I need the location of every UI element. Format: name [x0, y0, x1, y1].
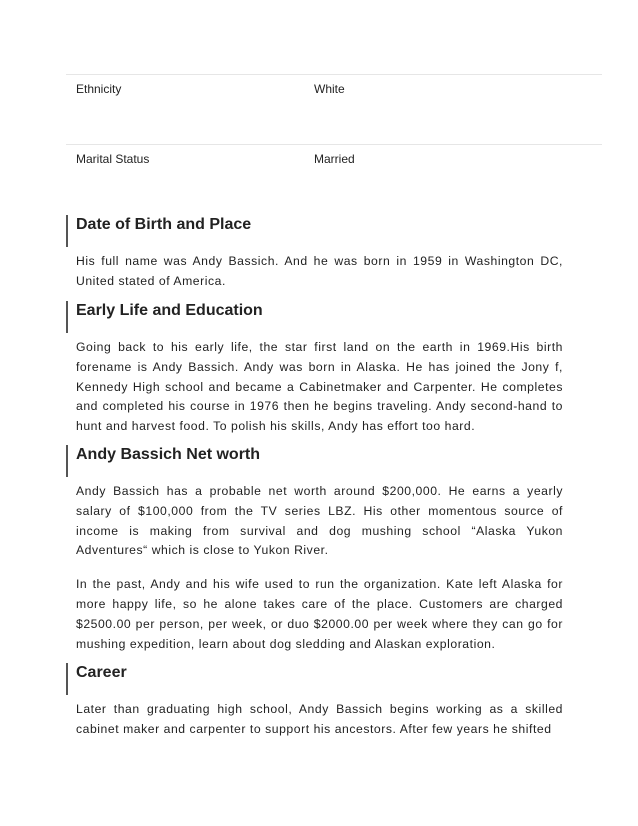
heading-accent-bar: [66, 215, 68, 247]
section-birth: [66, 215, 563, 292]
ethnicity-label: Ethnicity: [76, 82, 122, 96]
section-net-worth: [66, 445, 563, 654]
heading-accent-bar: [66, 663, 68, 695]
section-heading: [66, 445, 563, 465]
table-top-rule: [66, 74, 602, 75]
heading-text: Date of Birth and Place: [76, 216, 252, 233]
paragraph: Going back to his early life, the star first land on the earth in 1969.His birth forename is Andy Bassich. Andy was born in Alaska. He has joined the Jony f, Kennedy High school and became a Cabinetmaker and Carpenter. He completes and completed his course in 1976 then he begins traveling. Andy second-hand to hunt and harvest food. To polish his skills, Andy has effort too hard.: [76, 340, 563, 434]
marital-status-value: Married: [314, 152, 355, 166]
heading-text: Career: [76, 664, 127, 681]
paragraph: Later than graduating high school, Andy Bassich begins working as a skilled cabinet maker and carpenter to support his ancestors. After few years he shifted: [76, 702, 563, 736]
section-heading: [66, 215, 563, 235]
section-career: [66, 663, 563, 740]
section-early-life: [66, 301, 563, 437]
marital-status-label: Marital Status: [76, 152, 150, 166]
paragraph: Andy Bassich has a probable net worth around $200,000. He earns a yearly salary of $100,000 from the TV series LBZ. His other momentous source of income is making from survival and dog mushing school “Alaska Yukon Adventures“ which is close to Yukon River.: [76, 484, 563, 558]
ethnicity-value: White: [314, 82, 345, 96]
section-heading: [66, 663, 563, 683]
paragraph: In the past, Andy and his wife used to run the organization. Kate left Alaska for more happy life, so he alone takes care of the place. Customers are charged $2500.00 per person, per week, or duo $2000.00 per week where they can go for mushing expedition, learn about dog sledding and Alaskan exploration.: [76, 577, 563, 651]
heading-text: Early Life and Education: [76, 302, 263, 319]
table-row-rule: [66, 144, 602, 145]
section-heading: [66, 301, 563, 321]
heading-accent-bar: [66, 301, 68, 333]
heading-accent-bar: [66, 445, 68, 477]
paragraph: His full name was Andy Bassich. And he was born in 1959 in Washington DC, United stated of America.: [76, 254, 563, 288]
heading-text: Andy Bassich Net worth: [76, 446, 261, 463]
